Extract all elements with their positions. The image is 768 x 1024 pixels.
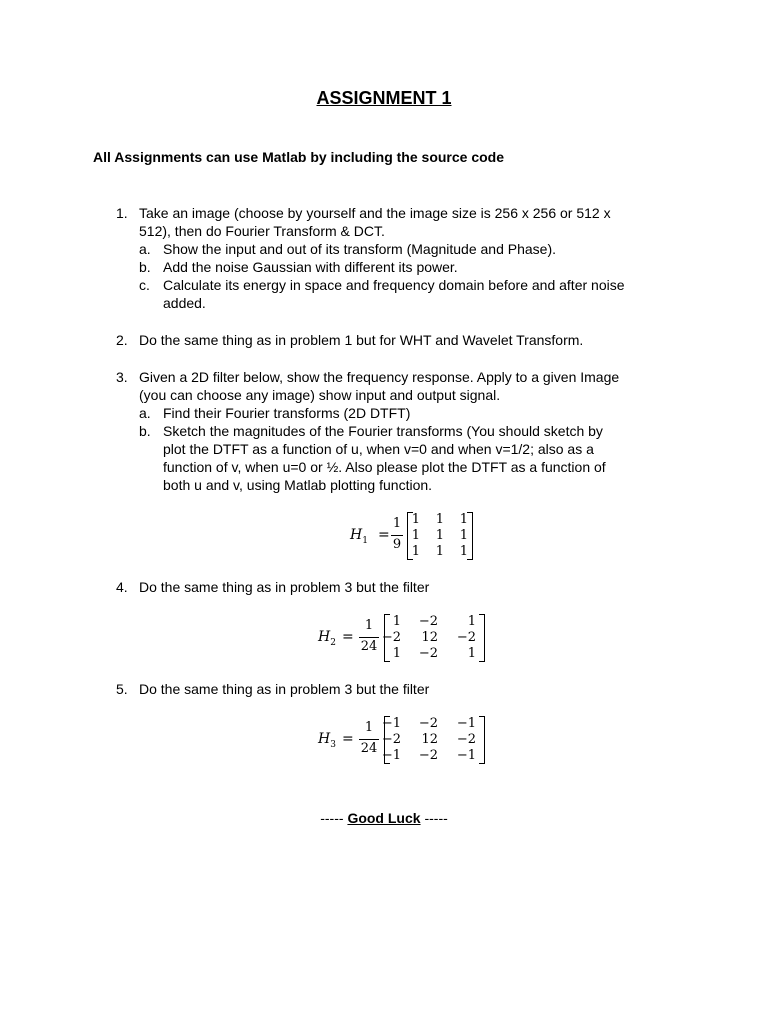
item-line: Take an image (choose by yourself and the image size is 256 x 256 or 512 x <box>139 205 611 221</box>
matrix-cell: −2 <box>381 630 401 645</box>
matrix-cell: −2 <box>418 748 438 763</box>
fraction-denominator: 24 <box>360 741 378 756</box>
matrix-cell: 1 <box>392 646 401 661</box>
matrix-cell: 12 <box>421 732 438 747</box>
matrix-cell: 1 <box>467 646 476 661</box>
item-number: 1. <box>116 205 128 221</box>
matrix-symbol: $H_3$ <box>318 731 336 750</box>
matrix-cell: −1 <box>381 748 401 763</box>
matrix-cell: 1 <box>411 512 420 527</box>
sub-label: b. <box>139 423 151 439</box>
matrix-h3 <box>318 714 498 764</box>
sub-label: c. <box>139 277 150 293</box>
fraction-bar <box>359 637 379 638</box>
matrix-cell: −1 <box>456 716 476 731</box>
fraction-numerator: 1 <box>364 720 374 735</box>
matrix-h2 <box>318 612 498 662</box>
matrix-cell: 12 <box>421 630 438 645</box>
matrix-cell: −1 <box>456 748 476 763</box>
matrix-cell: 1 <box>411 544 420 559</box>
item-number: 3. <box>116 369 128 385</box>
matrix-cell: 1 <box>459 544 468 559</box>
matrix-h1 <box>348 510 488 560</box>
fraction-bar <box>359 739 379 740</box>
footer-bold-text: Good Luck <box>347 810 421 826</box>
fraction-numerator: 1 <box>392 516 402 531</box>
matrix-cell: 1 <box>435 528 444 543</box>
item-line: Given a 2D filter below, show the frequency response. Apply to a given Image <box>139 369 620 385</box>
fraction-numerator: 1 <box>364 618 374 633</box>
item-line: 512), then do Fourier Transform & DCT. <box>139 223 385 239</box>
footer-good-luck <box>0 810 768 826</box>
matrix-cell: 1 <box>435 544 444 559</box>
sub-label: b. <box>139 259 151 275</box>
item-line: Do the same thing as in problem 3 but the filter <box>139 681 430 697</box>
matrix-cell: 1 <box>467 614 476 629</box>
sub-line: added. <box>163 295 206 311</box>
sub-line: Calculate its energy in space and frequency domain before and after noise <box>163 277 625 293</box>
page-title: ASSIGNMENT 1 <box>316 88 452 108</box>
matrix-cell: 1 <box>411 528 420 543</box>
sub-line: Sketch the magnitudes of the Fourier transforms (You should sketch by <box>163 423 603 439</box>
equals-sign: = <box>378 527 390 543</box>
sub-line: Find their Fourier transforms (2D DTFT) <box>163 405 411 421</box>
right-bracket <box>479 614 485 662</box>
matrix-cell: 1 <box>459 528 468 543</box>
sub-line: Show the input and out of its transform (Magnitude and Phase). <box>163 241 557 257</box>
matrix-cell: −2 <box>418 614 438 629</box>
item-number: 4. <box>116 579 128 595</box>
item-line: Do the same thing as in problem 1 but for WHT and Wavelet Transform. <box>139 332 584 348</box>
matrix-cell: −2 <box>418 646 438 661</box>
matrix-cell: −2 <box>456 732 476 747</box>
matrix-cell: 1 <box>459 512 468 527</box>
sub-line: Add the noise Gaussian with different its power. <box>163 259 458 275</box>
fraction-denominator: 9 <box>392 537 402 552</box>
sub-label: a. <box>139 405 151 421</box>
item-line: Do the same thing as in problem 3 but the filter <box>139 579 430 595</box>
equals-sign: = <box>342 629 354 645</box>
sub-label: a. <box>139 241 151 257</box>
equals-sign: = <box>342 731 354 747</box>
footer-prefix: ----- <box>320 810 348 826</box>
matrix-cell: 1 <box>435 512 444 527</box>
fraction-denominator: 24 <box>360 639 378 654</box>
matrix-cell: −2 <box>418 716 438 731</box>
right-bracket <box>479 716 485 764</box>
sub-line: function of v, when u=0 or ½. Also please plot the DTFT as a function of <box>163 459 606 475</box>
item-number: 2. <box>116 332 128 348</box>
matrix-cell: 1 <box>392 614 401 629</box>
matrix-cell: −1 <box>381 716 401 731</box>
matrix-cell: −2 <box>381 732 401 747</box>
matrix-cell: −2 <box>456 630 476 645</box>
matrix-symbol: $H_2$ <box>318 629 336 648</box>
subtitle: All Assignments can use Matlab by including the source code <box>93 149 505 165</box>
footer-suffix: ----- <box>420 810 448 826</box>
matrix-symbol: $H_1$ <box>350 527 368 546</box>
item-line: (you can choose any image) show input and output signal. <box>139 387 501 403</box>
item-number: 5. <box>116 681 128 697</box>
sub-line: plot the DTFT as a function of u, when v=0 and when v=1/2; also as a <box>163 441 594 457</box>
sub-line: both u and v, using Matlab plotting function. <box>163 477 433 493</box>
